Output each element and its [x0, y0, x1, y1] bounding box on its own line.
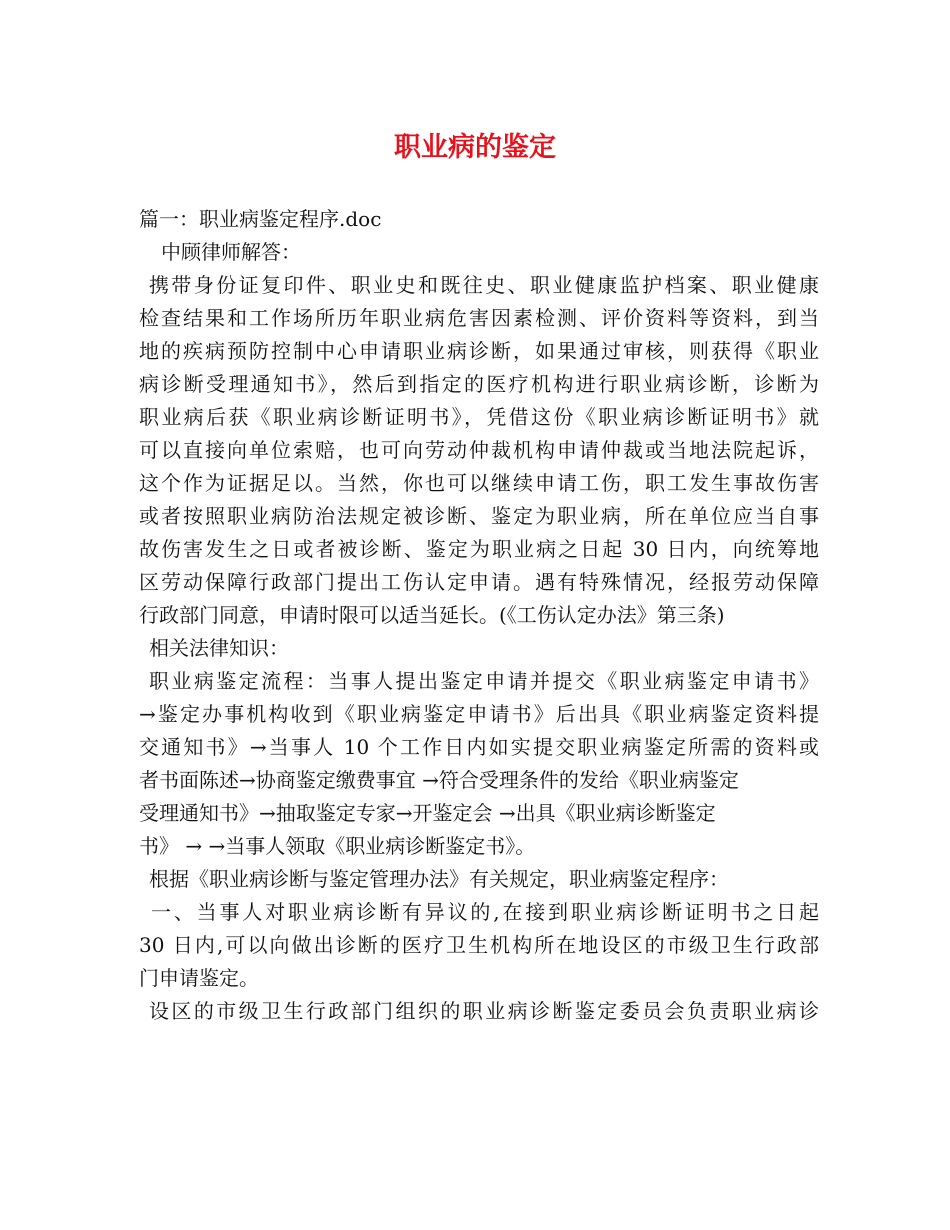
document-body: [139, 203, 819, 1028]
text-line: 30 日内,可以向做出诊断的医疗卫生机构所在地设区的市级卫生行政部: [139, 933, 819, 957]
text-line: 篇一：职业病鉴定程序.doc: [139, 207, 382, 231]
text-line: 相关法律知识：: [149, 636, 289, 660]
text-line: 这个作为证据足以。当然，你也可以继续申请工伤，职工发生事故伤害: [139, 471, 819, 495]
text-line: 行政部门同意，申请时限可以适当延长。(《工伤认定办法》第三条): [139, 603, 725, 627]
text-line: 受理通知书》→抽取鉴定专家→开鉴定会 →出具《职业病诊断鉴定: [139, 801, 716, 825]
text-line: 门申请鉴定。: [139, 966, 259, 990]
text-line: 一、当事人对职业病诊断有异议的,在接到职业病诊断证明书之日起: [151, 900, 819, 924]
text-line: 携带身份证复印件、职业史和既往史、职业健康监护档案、职业健康: [149, 273, 819, 297]
text-line: 中顾律师解答：: [161, 240, 301, 264]
text-line: 检查结果和工作场所历年职业病危害因素检测、评价资料等资料，到当: [139, 306, 819, 330]
text-line: 者书面陈述→协商鉴定缴费事宜 →符合受理条件的发给《职业病鉴定: [139, 768, 739, 792]
text-line: 交通知书》→当事人 10 个工作日内如实提交职业病鉴定所需的资料或: [139, 735, 819, 759]
text-line: 职业病后获《职业病诊断证明书》，凭借这份《职业病诊断证明书》就: [139, 405, 819, 429]
text-line: 根据《职业病诊断与鉴定管理办法》有关规定，职业病鉴定程序：: [149, 867, 729, 891]
text-line: 地的疾病预防控制中心申请职业病诊断，如果通过审核，则获得《职业: [139, 339, 819, 363]
text-line: 病诊断受理通知书》，然后到指定的医疗机构进行职业病诊断，诊断为: [139, 372, 819, 396]
text-line: 或者按照职业病防治法规定被诊断、鉴定为职业病，所在单位应当自事: [139, 504, 819, 528]
text-line: 职业病鉴定流程：当事人提出鉴定申请并提交《职业病鉴定申请书》: [149, 669, 819, 693]
text-line: 书》 → →当事人领取《职业病诊断鉴定书》。: [139, 834, 536, 858]
text-line: 可以直接向单位索赔，也可向劳动仲裁机构申请仲裁或当地法院起诉，: [139, 438, 819, 462]
text-line: 故伤害发生之日或者被诊断、鉴定为职业病之日起 30 日内，向统筹地: [139, 537, 819, 561]
text-line: 设区的市级卫生行政部门组织的职业病诊断鉴定委员会负责职业病诊: [149, 999, 819, 1023]
text-line: →鉴定办事机构收到《职业病鉴定申请书》后出具《职业病鉴定资料提: [139, 702, 819, 726]
text-line: 区劳动保障行政部门提出工伤认定申请。遇有特殊情况，经报劳动保障: [139, 570, 819, 594]
document-title: 职业病的鉴定: [394, 132, 556, 163]
